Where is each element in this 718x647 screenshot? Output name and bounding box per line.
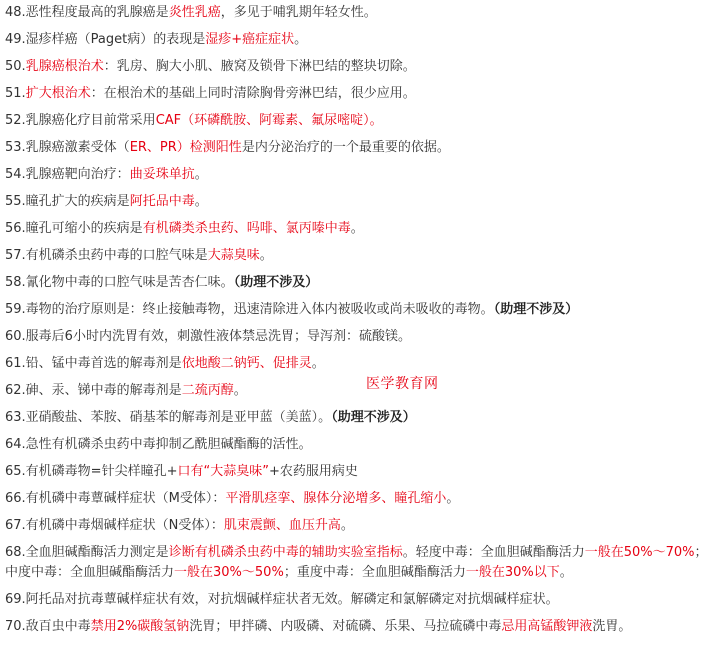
note-line [5,354,713,381]
highlighted-text: 诊断有机磷杀虫药中毒的辅助实验室指标 [168,545,403,560]
note-text: 。 [350,221,364,236]
note-text: 66.有机磷中毒蕈碱样症状（M受体）： [5,491,226,506]
note-text: ：在根治术的基础上同时清除胸骨旁淋巴结，很少应用。 [90,86,416,101]
note-text: 57.有机磷杀虫药中毒的口腔气味是 [5,248,208,263]
note-line [5,435,713,462]
note-tag: （助理不涉及） [331,410,416,425]
note-text: 61.铅、锰中毒首选的解毒剂是 [5,356,182,371]
note-text: 。 [294,32,308,47]
note-line [5,462,713,489]
highlighted-text: 忌用高锰酸钾液 [501,619,593,634]
highlighted-text: 有机磷类杀虫药、吗啡、氯丙嗪中毒 [142,221,351,236]
note-text: 63.亚硝酸盐、苯胺、硝基苯的解毒剂是亚甲蓝（美蓝）。 [5,410,332,425]
note-line [5,300,713,327]
note-text: 69.阿托品对抗毒蕈碱样症状有效，对抗烟碱样症状者无效。解磷定和氯解磷定对抗烟碱样症状。 [5,592,559,607]
highlighted-text: 湿疹+癌症症状 [205,32,295,47]
highlighted-text: 肌束震颤、血压升高 [223,518,341,533]
note-text: 64.急性有机磷杀虫药中毒抑制乙酰胆碱酯酶的活性。 [5,437,312,452]
highlighted-text: CAF（环磷酰胺、阿霉素、氟尿嘧啶）。 [155,113,383,128]
highlighted-text: 乳腺癌根治术 [25,59,104,74]
note-line [5,590,713,617]
note-text: 。 [233,383,247,398]
note-text: 。 [340,518,354,533]
note-text: ；重度中毒：全血胆碱酯酶活力 [283,565,466,580]
highlighted-text: 一般在30%～50% [174,565,284,580]
note-line [5,111,713,138]
note-line [5,165,713,192]
note-line [5,138,713,165]
note-text: 洗胃；甲拌磷、内吸磷、对硫磷、乐果、马拉硫磷中毒 [189,619,502,634]
note-line [5,408,713,435]
watermark: 医学教育网 [366,376,439,392]
note-text: 。 [559,565,573,580]
highlighted-text: 阿托品中毒 [129,194,195,209]
note-text: 53.乳腺癌激素受体（ [5,140,130,155]
note-text: ；中度中毒：全血胆碱酯酶活力 [5,545,708,580]
highlighted-text: ER、PR）检测阳性 [129,140,242,155]
note-text: 洗胃。 [592,619,632,634]
highlighted-text: 一般在30%以下 [465,565,560,580]
note-line [5,3,713,30]
note-line [5,192,713,219]
note-text: 50. [5,59,26,74]
note-text: 52.乳腺癌化疗目前常采用 [5,113,156,128]
highlighted-text: 炎性乳癌 [168,5,221,20]
note-text: ：乳房、胸大小肌、腋窝及锁骨下淋巴结的整块切除。 [103,59,416,74]
note-text: +农药服用病史 [268,464,358,479]
notes-list [5,3,713,644]
note-tag: （助理不涉及） [233,275,319,290]
note-text: 49.湿疹样癌（Paget病）的表现是 [5,32,206,47]
note-text: 。 [194,194,208,209]
note-line [5,543,713,590]
note-text: 54.乳腺癌靶向治疗： [5,167,130,182]
note-text: 。轻度中毒：全血胆碱酯酶活力 [402,545,585,560]
note-line [5,219,713,246]
note-text: 58.氰化物中毒的口腔气味是苦杏仁味。 [5,275,234,290]
highlighted-text: 禁用2%碳酸氢钠 [90,619,190,634]
note-text: 65.有机磷毒物=针尖样瞳孔+ [5,464,178,479]
note-text: 48.恶性程度最高的乳腺癌是 [5,5,169,20]
highlighted-text: 一般在50%～70% [584,545,695,560]
note-line [5,381,713,408]
note-text: ，多见于哺乳期年轻女性。 [220,5,377,20]
note-line [5,57,713,84]
note-line [5,246,713,273]
highlighted-text: 大蒜臭味 [207,248,260,263]
note-text: 68.全血胆碱酯酶活力测定是 [5,545,169,560]
note-line [5,30,713,57]
note-line [5,84,713,111]
highlighted-text: 扩大根治术 [25,86,91,101]
note-text: 。 [194,167,208,182]
note-line [5,489,713,516]
note-line [5,516,713,543]
note-line [5,617,713,644]
highlighted-text: 口有“大蒜臭味” [177,464,269,479]
note-text: 60.服毒后6小时内洗胃有效，刺激性液体禁忌洗胃；导泻剂：硫酸镁。 [5,329,411,344]
note-text: 。 [446,491,460,506]
highlighted-text: 平滑肌痉挛、腺体分泌增多、瞳孔缩小 [225,491,447,506]
note-text: 56.瞳孔可缩小的疾病是 [5,221,143,236]
note-text: 51. [5,86,26,101]
note-text: 59.毒物的治疗原则是：终止接触毒物，迅速清除进入体内被吸收或尚未吸收的毒物。 [5,302,494,317]
note-line [5,273,713,300]
highlighted-text: 曲妥珠单抗 [129,167,195,182]
highlighted-text: 二巯丙醇 [181,383,234,398]
note-text: 。 [311,356,325,371]
note-text: 是内分泌治疗的一个最重要的依据。 [241,140,450,155]
note-text: 62.砷、汞、锑中毒的解毒剂是 [5,383,182,398]
note-text: 。 [259,248,273,263]
note-tag: （助理不涉及） [493,302,579,317]
note-text: 70.敌百虫中毒 [5,619,91,634]
highlighted-text: 依地酸二钠钙、促排灵 [181,356,312,371]
note-text: 67.有机磷中毒烟碱样症状（N受体）： [5,518,224,533]
note-line [5,327,713,354]
note-text: 55.瞳孔扩大的疾病是 [5,194,130,209]
